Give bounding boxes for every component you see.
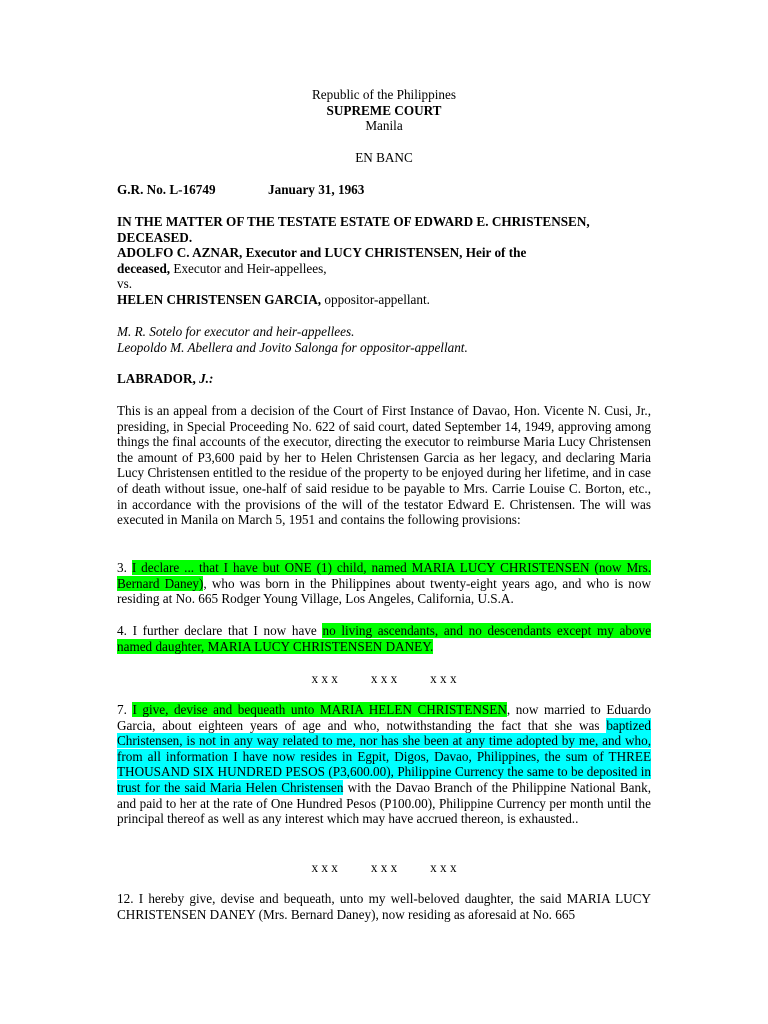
intro-paragraph: This is an appeal from a decision of the Court of First Instance of Davao, Hon. Vicente N. Cusi, Jr., presiding, in Special Proceeding No. 622 of said court, dated September 14, 1949, approving among things the final accounts of the executor, directing the executor to reimburse Maria Lucy Christensen the amount of P3,600 paid by her to Helen Christensen Garcia as her legacy, and declaring Maria Lucy Christensen entitled to the residue of the property to be enjoyed during her lifetime, and in case of death without issue, one-half of said residue to be payable to Mrs. Carrie Louise C. Borton, etc., in accordance with the provisions of the will of the testator Edward E. Christensen. The will was executed in Manila on March 5, 1951 and contains the following provisions: — [117, 403, 651, 528]
case-title-line1: IN THE MATTER OF THE TESTATE ESTATE OF EDWARD E. CHRISTENSEN, — [117, 214, 590, 229]
provision-7-rest: with the Davao Branch of the Philippine National Bank, and paid to her at the rate of One Hundred Pesos (P100.00), Philippine Currency per month until the principal thereof as well as any interest which may have accrued thereon, is exhausted.. — [117, 779, 651, 827]
parties-role: Executor and Heir-appellees, — [170, 260, 327, 276]
parties-deceased: deceased, — [117, 260, 171, 276]
ponente-name: LABRADOR, — [117, 371, 200, 386]
parties-line1: ADOLFO C. AZNAR, Executor and LUCY CHRISTENSEN, Heir of the — [117, 245, 527, 261]
section-separator-1: x x x x x x x x x — [311, 671, 457, 686]
provision-4 — [117, 623, 651, 654]
versus-label: vs. — [117, 276, 133, 292]
provision-4-highlight: no living ascendants, and no descendants except my above named daughter, MARIA LUCY CHRISTENSEN DANEY. — [117, 623, 652, 654]
provision-7-middle: , now married to Eduardo Garcia, about eighteen years of age and who, notwithstanding the fact that she was — [117, 702, 652, 733]
court-name: SUPREME COURT — [326, 102, 442, 118]
parties-line2 — [117, 261, 651, 277]
provision-3 — [117, 560, 651, 607]
provision-7 — [117, 702, 651, 827]
section-separator-2: x x x x x x x x x — [311, 860, 457, 875]
ponente — [117, 371, 651, 387]
provision-4-text: 4. I further declare that I now have — [117, 623, 323, 638]
provision-7-number: 7. — [117, 702, 133, 717]
opponent-line — [117, 292, 651, 308]
provision-7-highlight-green: I give, devise and bequeath unto MARIA HELEN CHRISTENSEN — [132, 702, 507, 717]
case-title-line2: DECEASED. — [117, 229, 193, 245]
court-header — [117, 87, 651, 134]
case-caption — [117, 214, 651, 308]
case-number-row — [117, 182, 651, 198]
provision-3-rest: , who was born in the Philippines about twenty-eight years ago, and who is now residing at No. 665 Rodger Young Village, Los Angeles, California, U.S.A. — [117, 575, 651, 607]
provision-3-number: 3. — [117, 560, 132, 575]
provision-3-highlight: I declare ... that I have but ONE (1) child, named MARIA LUCY CHRISTENSEN (now Mrs. Bernard Daney) — [117, 560, 652, 591]
country-name: Republic of the Philippines — [312, 87, 456, 102]
court-city: Manila — [365, 118, 403, 134]
decision-date: January 31, 1963 — [268, 182, 365, 197]
provision-12: 12. I hereby give, devise and bequeath, unto my well-beloved daughter, the said MARIA LUCY CHRISTENSEN DANEY (Mrs. Bernard Daney), now residing as aforesaid at No. 665 — [117, 891, 651, 922]
gr-number: G.R. No. L-16749 — [117, 182, 216, 197]
opponent-name: HELEN CHRISTENSEN GARCIA, — [117, 291, 322, 307]
provision-7-highlight-cyan: baptized Christensen, is not in any way related to me, nor has she been at any time adopted by me, and who, from all information I have now resides in Egpit, Digos, Davao, Philippines, the sum of THREE THOUSAND SIX HUNDRED PESOS (P3,600.00), Philippine Currency the same to be deposited in trust for the said Maria Helen Christensen — [117, 717, 651, 795]
ponente-suffix: J.: — [199, 371, 214, 386]
division-label: EN BANC — [355, 150, 413, 165]
counsel-appellees: M. R. Sotelo for executor and heir-appellees. — [117, 324, 355, 339]
counsel-block — [117, 324, 651, 355]
counsel-appellant: Leopoldo M. Abellera and Jovito Salonga for oppositor-appellant. — [117, 339, 468, 355]
opponent-role: oppositor-appellant. — [321, 291, 430, 307]
